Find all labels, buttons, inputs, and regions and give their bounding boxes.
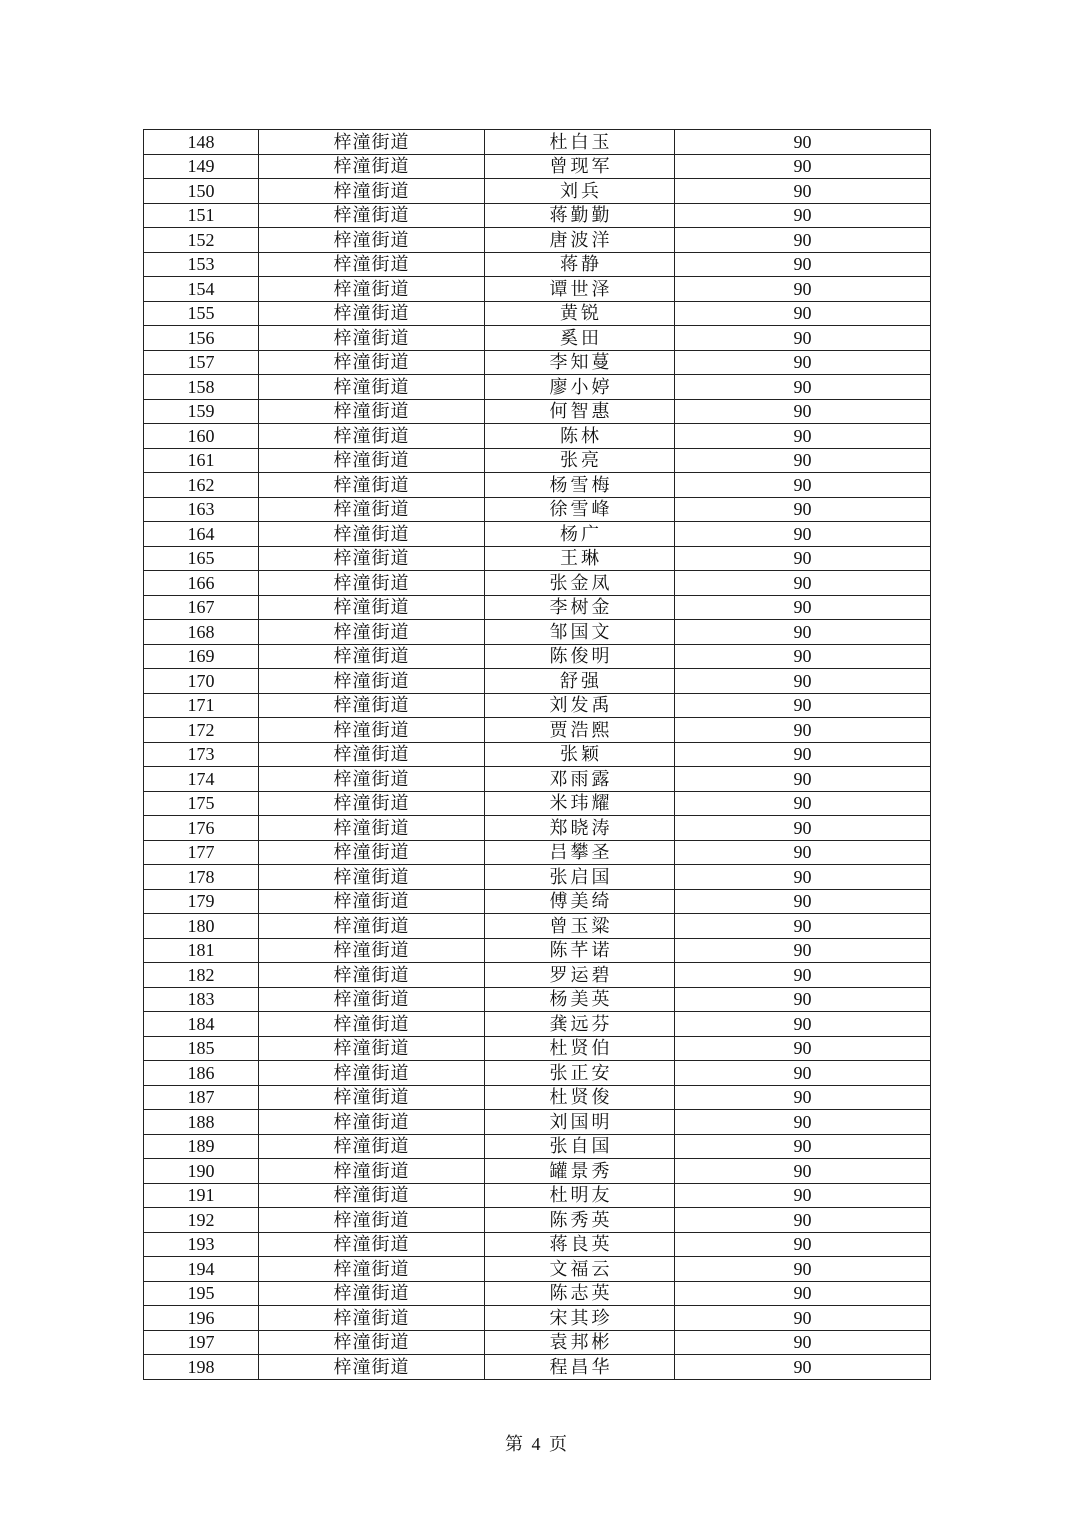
score-cell: 90 <box>675 1036 931 1061</box>
row-number-cell: 148 <box>144 130 259 155</box>
name-cell: 王琳 <box>485 546 675 571</box>
table-row <box>144 497 931 522</box>
street-cell: 梓潼街道 <box>259 1330 485 1355</box>
row-number-cell: 172 <box>144 718 259 743</box>
row-number-cell: 175 <box>144 791 259 816</box>
name-cell: 张亮 <box>485 448 675 473</box>
table-row <box>144 424 931 449</box>
row-number-cell: 164 <box>144 522 259 547</box>
table-row <box>144 987 931 1012</box>
score-cell: 90 <box>675 816 931 841</box>
street-cell: 梓潼街道 <box>259 693 485 718</box>
name-cell: 杜贤伯 <box>485 1036 675 1061</box>
score-cell: 90 <box>675 326 931 351</box>
street-cell: 梓潼街道 <box>259 620 485 645</box>
score-cell: 90 <box>675 595 931 620</box>
row-number-cell: 154 <box>144 277 259 302</box>
score-cell: 90 <box>675 1110 931 1135</box>
score-cell: 90 <box>675 1306 931 1331</box>
score-cell: 90 <box>675 350 931 375</box>
name-cell: 龚远芬 <box>485 1012 675 1037</box>
name-cell: 李知蔓 <box>485 350 675 375</box>
table-row <box>144 1330 931 1355</box>
street-cell: 梓潼街道 <box>259 301 485 326</box>
row-number-cell: 188 <box>144 1110 259 1135</box>
table-row <box>144 1061 931 1086</box>
table-row <box>144 1012 931 1037</box>
row-number-cell: 156 <box>144 326 259 351</box>
row-number-cell: 149 <box>144 154 259 179</box>
street-cell: 梓潼街道 <box>259 669 485 694</box>
name-cell: 罐景秀 <box>485 1159 675 1184</box>
street-cell: 梓潼街道 <box>259 571 485 596</box>
street-cell: 梓潼街道 <box>259 938 485 963</box>
table-row <box>144 742 931 767</box>
score-cell: 90 <box>675 1159 931 1184</box>
name-cell: 程昌华 <box>485 1355 675 1380</box>
table-row <box>144 350 931 375</box>
table-row <box>144 669 931 694</box>
name-cell: 何智惠 <box>485 399 675 424</box>
street-cell: 梓潼街道 <box>259 718 485 743</box>
score-cell: 90 <box>675 522 931 547</box>
table-row <box>144 448 931 473</box>
table-row <box>144 693 931 718</box>
row-number-cell: 193 <box>144 1232 259 1257</box>
street-cell: 梓潼街道 <box>259 889 485 914</box>
score-cell: 90 <box>675 963 931 988</box>
street-cell: 梓潼街道 <box>259 546 485 571</box>
row-number-cell: 162 <box>144 473 259 498</box>
score-cell: 90 <box>675 154 931 179</box>
table-row <box>144 1085 931 1110</box>
roster-table <box>143 129 931 1380</box>
row-number-cell: 194 <box>144 1257 259 1282</box>
name-cell: 杜白玉 <box>485 130 675 155</box>
score-cell: 90 <box>675 1061 931 1086</box>
table-row <box>144 595 931 620</box>
table-row <box>144 301 931 326</box>
name-cell: 宋其珍 <box>485 1306 675 1331</box>
row-number-cell: 186 <box>144 1061 259 1086</box>
table-row <box>144 228 931 253</box>
street-cell: 梓潼街道 <box>259 1257 485 1282</box>
score-cell: 90 <box>675 399 931 424</box>
street-cell: 梓潼街道 <box>259 865 485 890</box>
street-cell: 梓潼街道 <box>259 1183 485 1208</box>
table-row <box>144 840 931 865</box>
score-cell: 90 <box>675 1232 931 1257</box>
table-row <box>144 277 931 302</box>
table-row <box>144 718 931 743</box>
score-cell: 90 <box>675 1355 931 1380</box>
score-cell: 90 <box>675 1183 931 1208</box>
name-cell: 米玮耀 <box>485 791 675 816</box>
street-cell: 梓潼街道 <box>259 375 485 400</box>
table-row <box>144 130 931 155</box>
street-cell: 梓潼街道 <box>259 497 485 522</box>
table-row <box>144 154 931 179</box>
name-cell: 廖小婷 <box>485 375 675 400</box>
street-cell: 梓潼街道 <box>259 767 485 792</box>
name-cell: 罗运碧 <box>485 963 675 988</box>
row-number-cell: 177 <box>144 840 259 865</box>
street-cell: 梓潼街道 <box>259 522 485 547</box>
name-cell: 曾玉粱 <box>485 914 675 939</box>
name-cell: 陈芊诺 <box>485 938 675 963</box>
name-cell: 吕攀圣 <box>485 840 675 865</box>
street-cell: 梓潼街道 <box>259 228 485 253</box>
row-number-cell: 180 <box>144 914 259 939</box>
name-cell: 张金凤 <box>485 571 675 596</box>
score-cell: 90 <box>675 203 931 228</box>
row-number-cell: 151 <box>144 203 259 228</box>
name-cell: 唐波洋 <box>485 228 675 253</box>
row-number-cell: 170 <box>144 669 259 694</box>
table-row <box>144 1036 931 1061</box>
street-cell: 梓潼街道 <box>259 154 485 179</box>
score-cell: 90 <box>675 473 931 498</box>
table-row <box>144 1257 931 1282</box>
street-cell: 梓潼街道 <box>259 963 485 988</box>
table-row <box>144 1306 931 1331</box>
street-cell: 梓潼街道 <box>259 399 485 424</box>
score-cell: 90 <box>675 277 931 302</box>
score-cell: 90 <box>675 889 931 914</box>
name-cell: 张启国 <box>485 865 675 890</box>
score-cell: 90 <box>675 987 931 1012</box>
row-number-cell: 150 <box>144 179 259 204</box>
table-row <box>144 546 931 571</box>
table-row <box>144 179 931 204</box>
score-cell: 90 <box>675 1134 931 1159</box>
name-cell: 郑晓涛 <box>485 816 675 841</box>
row-number-cell: 163 <box>144 497 259 522</box>
table-row <box>144 399 931 424</box>
name-cell: 陈秀英 <box>485 1208 675 1233</box>
row-number-cell: 160 <box>144 424 259 449</box>
row-number-cell: 169 <box>144 644 259 669</box>
table-row <box>144 1159 931 1184</box>
row-number-cell: 183 <box>144 987 259 1012</box>
street-cell: 梓潼街道 <box>259 644 485 669</box>
street-cell: 梓潼街道 <box>259 326 485 351</box>
table-row <box>144 522 931 547</box>
row-number-cell: 185 <box>144 1036 259 1061</box>
name-cell: 张颖 <box>485 742 675 767</box>
score-cell: 90 <box>675 865 931 890</box>
name-cell: 刘国明 <box>485 1110 675 1135</box>
name-cell: 陈志英 <box>485 1281 675 1306</box>
row-number-cell: 187 <box>144 1085 259 1110</box>
street-cell: 梓潼街道 <box>259 1061 485 1086</box>
table-row <box>144 1355 931 1380</box>
row-number-cell: 196 <box>144 1306 259 1331</box>
street-cell: 梓潼街道 <box>259 742 485 767</box>
street-cell: 梓潼街道 <box>259 1208 485 1233</box>
street-cell: 梓潼街道 <box>259 1036 485 1061</box>
name-cell: 李树金 <box>485 595 675 620</box>
row-number-cell: 190 <box>144 1159 259 1184</box>
score-cell: 90 <box>675 914 931 939</box>
row-number-cell: 191 <box>144 1183 259 1208</box>
table-row <box>144 252 931 277</box>
score-cell: 90 <box>675 644 931 669</box>
street-cell: 梓潼街道 <box>259 1012 485 1037</box>
table-row <box>144 1134 931 1159</box>
name-cell: 曾现军 <box>485 154 675 179</box>
name-cell: 蒋良英 <box>485 1232 675 1257</box>
street-cell: 梓潼街道 <box>259 130 485 155</box>
street-cell: 梓潼街道 <box>259 1281 485 1306</box>
table-row <box>144 938 931 963</box>
street-cell: 梓潼街道 <box>259 179 485 204</box>
name-cell: 贾浩熙 <box>485 718 675 743</box>
row-number-cell: 158 <box>144 375 259 400</box>
row-number-cell: 192 <box>144 1208 259 1233</box>
row-number-cell: 173 <box>144 742 259 767</box>
name-cell: 傅美绮 <box>485 889 675 914</box>
street-cell: 梓潼街道 <box>259 1134 485 1159</box>
row-number-cell: 168 <box>144 620 259 645</box>
street-cell: 梓潼街道 <box>259 914 485 939</box>
name-cell: 邓雨露 <box>485 767 675 792</box>
name-cell: 蒋静 <box>485 252 675 277</box>
row-number-cell: 165 <box>144 546 259 571</box>
score-cell: 90 <box>675 179 931 204</box>
table-row <box>144 375 931 400</box>
street-cell: 梓潼街道 <box>259 840 485 865</box>
table-row <box>144 620 931 645</box>
table-row <box>144 473 931 498</box>
name-cell: 杨雪梅 <box>485 473 675 498</box>
row-number-cell: 166 <box>144 571 259 596</box>
table-row <box>144 1281 931 1306</box>
score-cell: 90 <box>675 938 931 963</box>
table-row <box>144 326 931 351</box>
name-cell: 张自国 <box>485 1134 675 1159</box>
table-row <box>144 865 931 890</box>
row-number-cell: 167 <box>144 595 259 620</box>
name-cell: 杨美英 <box>485 987 675 1012</box>
row-number-cell: 178 <box>144 865 259 890</box>
street-cell: 梓潼街道 <box>259 791 485 816</box>
street-cell: 梓潼街道 <box>259 1159 485 1184</box>
name-cell: 邹国文 <box>485 620 675 645</box>
street-cell: 梓潼街道 <box>259 595 485 620</box>
score-cell: 90 <box>675 620 931 645</box>
score-cell: 90 <box>675 1012 931 1037</box>
table-row <box>144 1232 931 1257</box>
score-cell: 90 <box>675 669 931 694</box>
street-cell: 梓潼街道 <box>259 1355 485 1380</box>
table-row <box>144 1110 931 1135</box>
name-cell: 杜明友 <box>485 1183 675 1208</box>
table-row <box>144 767 931 792</box>
row-number-cell: 189 <box>144 1134 259 1159</box>
row-number-cell: 182 <box>144 963 259 988</box>
table-row <box>144 1208 931 1233</box>
street-cell: 梓潼街道 <box>259 1306 485 1331</box>
name-cell: 陈俊明 <box>485 644 675 669</box>
name-cell: 蒋勤勤 <box>485 203 675 228</box>
score-cell: 90 <box>675 301 931 326</box>
street-cell: 梓潼街道 <box>259 203 485 228</box>
score-cell: 90 <box>675 1208 931 1233</box>
street-cell: 梓潼街道 <box>259 1232 485 1257</box>
row-number-cell: 174 <box>144 767 259 792</box>
name-cell: 袁邦彬 <box>485 1330 675 1355</box>
street-cell: 梓潼街道 <box>259 987 485 1012</box>
table-row <box>144 963 931 988</box>
row-number-cell: 184 <box>144 1012 259 1037</box>
score-cell: 90 <box>675 1281 931 1306</box>
street-cell: 梓潼街道 <box>259 448 485 473</box>
street-cell: 梓潼街道 <box>259 816 485 841</box>
table-row <box>144 791 931 816</box>
score-cell: 90 <box>675 1085 931 1110</box>
street-cell: 梓潼街道 <box>259 424 485 449</box>
row-number-cell: 161 <box>144 448 259 473</box>
score-cell: 90 <box>675 718 931 743</box>
row-number-cell: 159 <box>144 399 259 424</box>
score-cell: 90 <box>675 497 931 522</box>
score-cell: 90 <box>675 791 931 816</box>
score-cell: 90 <box>675 448 931 473</box>
name-cell: 陈林 <box>485 424 675 449</box>
row-number-cell: 176 <box>144 816 259 841</box>
street-cell: 梓潼街道 <box>259 1085 485 1110</box>
score-cell: 90 <box>675 840 931 865</box>
name-cell: 刘兵 <box>485 179 675 204</box>
row-number-cell: 181 <box>144 938 259 963</box>
roster-table-body <box>144 130 931 1380</box>
score-cell: 90 <box>675 1330 931 1355</box>
score-cell: 90 <box>675 424 931 449</box>
street-cell: 梓潼街道 <box>259 473 485 498</box>
score-cell: 90 <box>675 767 931 792</box>
row-number-cell: 198 <box>144 1355 259 1380</box>
name-cell: 舒强 <box>485 669 675 694</box>
table-row <box>144 914 931 939</box>
name-cell: 谭世泽 <box>485 277 675 302</box>
page-number: 第 4 页 <box>505 1434 569 1454</box>
score-cell: 90 <box>675 571 931 596</box>
name-cell: 黄锐 <box>485 301 675 326</box>
row-number-cell: 171 <box>144 693 259 718</box>
name-cell: 徐雪峰 <box>485 497 675 522</box>
name-cell: 杨广 <box>485 522 675 547</box>
score-cell: 90 <box>675 252 931 277</box>
name-cell: 杜贤俊 <box>485 1085 675 1110</box>
row-number-cell: 195 <box>144 1281 259 1306</box>
name-cell: 张正安 <box>485 1061 675 1086</box>
row-number-cell: 152 <box>144 228 259 253</box>
name-cell: 刘发禹 <box>485 693 675 718</box>
score-cell: 90 <box>675 130 931 155</box>
score-cell: 90 <box>675 693 931 718</box>
table-row <box>144 889 931 914</box>
score-cell: 90 <box>675 375 931 400</box>
table-row <box>144 1183 931 1208</box>
name-cell: 奚田 <box>485 326 675 351</box>
table-row <box>144 644 931 669</box>
street-cell: 梓潼街道 <box>259 1110 485 1135</box>
row-number-cell: 197 <box>144 1330 259 1355</box>
row-number-cell: 153 <box>144 252 259 277</box>
row-number-cell: 157 <box>144 350 259 375</box>
name-cell: 文福云 <box>485 1257 675 1282</box>
table-row <box>144 571 931 596</box>
score-cell: 90 <box>675 546 931 571</box>
score-cell: 90 <box>675 1257 931 1282</box>
street-cell: 梓潼街道 <box>259 277 485 302</box>
table-row <box>144 816 931 841</box>
row-number-cell: 179 <box>144 889 259 914</box>
street-cell: 梓潼街道 <box>259 252 485 277</box>
score-cell: 90 <box>675 742 931 767</box>
street-cell: 梓潼街道 <box>259 350 485 375</box>
score-cell: 90 <box>675 228 931 253</box>
table-row <box>144 203 931 228</box>
row-number-cell: 155 <box>144 301 259 326</box>
